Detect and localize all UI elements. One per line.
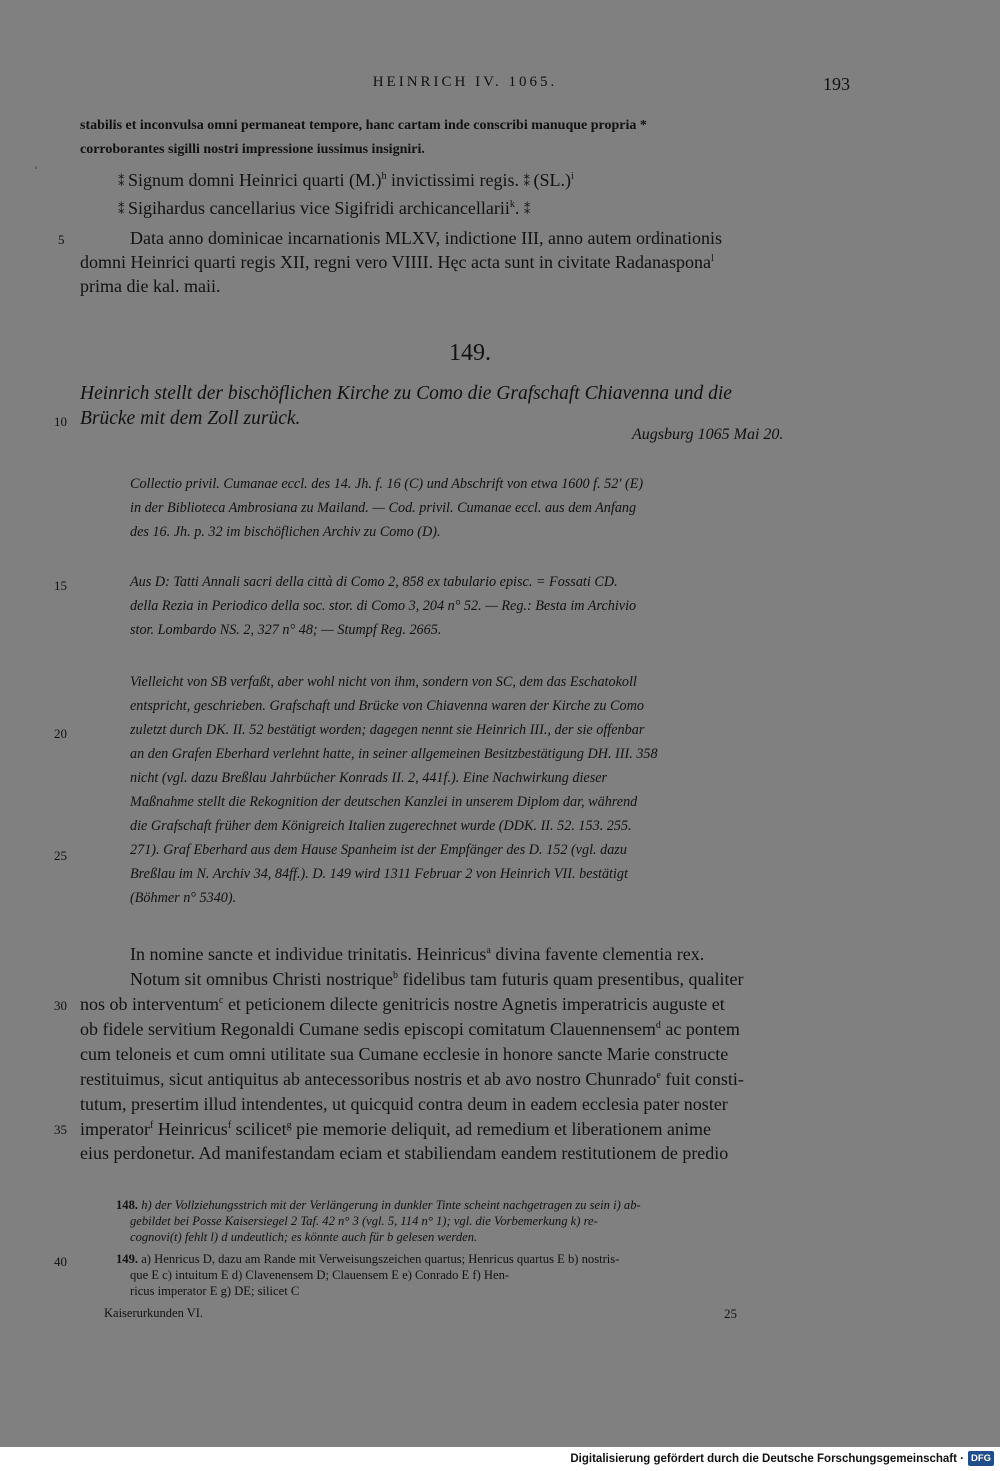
- signum-line: ⁑ Signum domni Heinrici quarti $(M.)^h$ invictissimi regis. ⁑ $(SL.)^i$: [118, 170, 574, 190]
- source-line: Collectio privil. Cumanae eccl. des 14. Jh. f. 16 (C) und Abschrift von etwa 1600 f. 52′ (E): [130, 476, 644, 492]
- footer-right: 25: [724, 1306, 737, 1321]
- commentary-line: Vielleicht von SB verfaßt, aber wohl nicht von ihm, sondern von SC, dem das Eschatokoll: [130, 674, 637, 690]
- text-line: restituimus, sicut antiquitus ab antecessoribus nostris et ab avo nostro Chunrado$^e$ fuit consti-: [80, 1069, 744, 1089]
- prev-doc-line: corroborantes sigilli nostri impressione iussimus insigniri.: [80, 142, 425, 157]
- commentary-line: 271). Graf Eberhard aus dem Hause Spanheim ist der Empfänger des D. 152 (vgl. dazu: [130, 842, 627, 858]
- commentary-line: Maßnahme stellt die Rekognition der deutschen Kanzlei in unserem Diplom dar, während: [130, 794, 638, 810]
- margin-mark-icon: ʾ: [34, 164, 38, 178]
- credit-bar: [0, 1447, 1000, 1471]
- footer-left: Kaiserurkunden VI.: [104, 1306, 204, 1320]
- running-head: [80, 74, 850, 96]
- text-line: eius perdonetur. Ad manifestandam eciam et stabiliendam eandem restitutionem de predio: [80, 1143, 729, 1163]
- headline-line: Brücke mit dem Zoll zurück.: [80, 408, 301, 429]
- date-place: Augsburg 1065 Mai 20.: [632, 426, 784, 443]
- text-line: nos ob interventum$^c$ et peticionem dilecte genitricis nostre Agnetis imperatricis auguste et: [80, 994, 725, 1014]
- data-line: prima die kal. maii.: [80, 276, 221, 296]
- commentary-line: Breßlau im N. Archiv 34, 84ff.). D. 149 wird 1311 Februar 2 von Heinrich VII. bestätigt: [130, 866, 628, 882]
- text-line: ob fidele servitium Regonaldi Cumane sedis episcopi comitatum Clauennensem$^d$ ac pontem: [80, 1019, 740, 1039]
- footnote-149: 149. a) Henricus D, dazu am Rande mit Verweisungszeichen quartus; Henricus quartus E b) nostris-: [116, 1252, 620, 1266]
- source-line: in der Biblioteca Ambrosiana zu Mailand. — Cod. privil. Cumanae eccl. aus dem Anfang: [130, 500, 637, 516]
- monogram-mark-icon: ⁑: [523, 203, 530, 218]
- line-number: 35: [54, 1122, 67, 1137]
- commentary-line: nicht (vgl. dazu Breßlau Jahrbücher Konrads II. 2, 441f.). Eine Nachwirkung dieser: [130, 770, 608, 786]
- line-number: 30: [54, 998, 67, 1013]
- footnote-149-line: ricus imperator E g) DE; silicet C: [130, 1284, 300, 1298]
- commentary-line: an den Grafen Eberhard verlehnt hatte, in seiner allgemeinen Besitzbestätigung DH. III. 358: [130, 746, 658, 762]
- line-number: 20: [54, 726, 67, 741]
- edition-line: della Rezia in Periodico della soc. stor. di Como 3, 204 n° 52. — Reg.: Besta im Archivio: [130, 598, 637, 614]
- line-number: 5: [58, 232, 65, 247]
- chancellor-line: ⁑ Sigihardus cancellarius vice Sigifridi archicancellarii$^k$. ⁑: [118, 198, 530, 218]
- line-number: 10: [54, 414, 67, 429]
- footnote-148-line: cognovi(t) fehlt l) d undeutlich; es könnte auch für b gelesen werden.: [130, 1230, 478, 1244]
- monogram-mark-icon: ⁑: [118, 203, 124, 218]
- commentary-line: die Grafschaft früher dem Königreich Italien zugerechnet wurde (DDK. II. 52. 153. 255.: [130, 818, 632, 834]
- prev-doc-line: stabilis et inconvulsa omni permaneat tempore, hanc cartam inde conscribi manuque propria *: [80, 118, 647, 133]
- footnote-149-line: que E c) intuitum E d) Clavenensem D; Clauensem E e) Conrado E f) Hen-: [130, 1268, 510, 1282]
- commentary-line: entspricht, geschrieben. Grafschaft und Brücke von Chiavenna waren der Kirche zu Como: [130, 698, 644, 714]
- data-line: domni Heinrici quarti regis XII, regni vero VIIII. Hęc acta sunt in civitate Radanaspona$^l$: [80, 252, 714, 272]
- headline-line: Heinrich stellt der bischöflichen Kirche zu Como die Grafschaft Chiavenna und die: [80, 383, 732, 404]
- text-line: In nomine sancte et individue trinitatis. Heinricus$^a$ divina favente clementia rex.: [130, 944, 705, 964]
- edition-line: Aus D: Tatti Annali sacri della città di Como 2, 858 ex tabulario episc. = Fossati CD.: [130, 574, 618, 590]
- footnote-148-line: gebildet bei Posse Kaisersiegel 2 Taf. 42 n° 3 (vgl. 5, 114 n° 1); vgl. die Vorbemerkung k) re-: [130, 1214, 598, 1228]
- dfg-logo-icon: DFG: [968, 1451, 994, 1466]
- credit-text: Digitalisierung gefördert durch die Deutsche Forschungsgemeinschaft ·: [570, 1453, 964, 1465]
- commentary-line: zuletzt durch DK. II. 52 bestätigt worden; dagegen nennt sie Heinrich III., der sie offenbar: [130, 722, 645, 738]
- text-line: imperator$^f$ Heinricus$^f$ scilicet$^g$ pie memorie deliquit, ad remedium et liberationem anime: [80, 1119, 712, 1139]
- monogram-mark-icon: ⁑: [523, 175, 529, 190]
- document-number: 149.: [449, 340, 491, 366]
- text-line: Notum sit omnibus Christi nostrique$^b$ fidelibus tam futuris quam presentibus, qualiter: [130, 969, 744, 989]
- commentary-line: (Böhmer n° 5340).: [130, 890, 237, 906]
- line-number: 40: [54, 1254, 67, 1269]
- text-line: cum teloneis et cum omni utilitate sua Cumane ecclesie in honore sancte Marie constructe: [80, 1044, 729, 1064]
- edition-line: stor. Lombardo NS. 2, 327 n° 48; — Stumpf Reg. 2665.: [130, 622, 442, 638]
- line-number: 25: [54, 848, 67, 863]
- monogram-mark-icon: ⁑: [118, 175, 124, 190]
- source-line: des 16. Jh. p. 32 im bischöflichen Archiv zu Como (D).: [130, 524, 441, 540]
- line-number: 15: [54, 578, 67, 593]
- data-line: Data anno dominicae incarnationis MLXV, indictione III, anno autem ordinationis: [130, 228, 723, 248]
- footnote-148: 148. h) der Vollziehungsstrich mit der Verlängerung in dunkler Tinte scheint nachgetragen zu sein i) ab-: [116, 1198, 641, 1212]
- page-number: 193: [823, 74, 850, 94]
- running-title: HEINRICH IV. 1065.: [372, 74, 558, 90]
- text-line: tutum, presertim illud intendentes, ut quicquid contra deum in eadem ecclesia pater noster: [80, 1094, 728, 1114]
